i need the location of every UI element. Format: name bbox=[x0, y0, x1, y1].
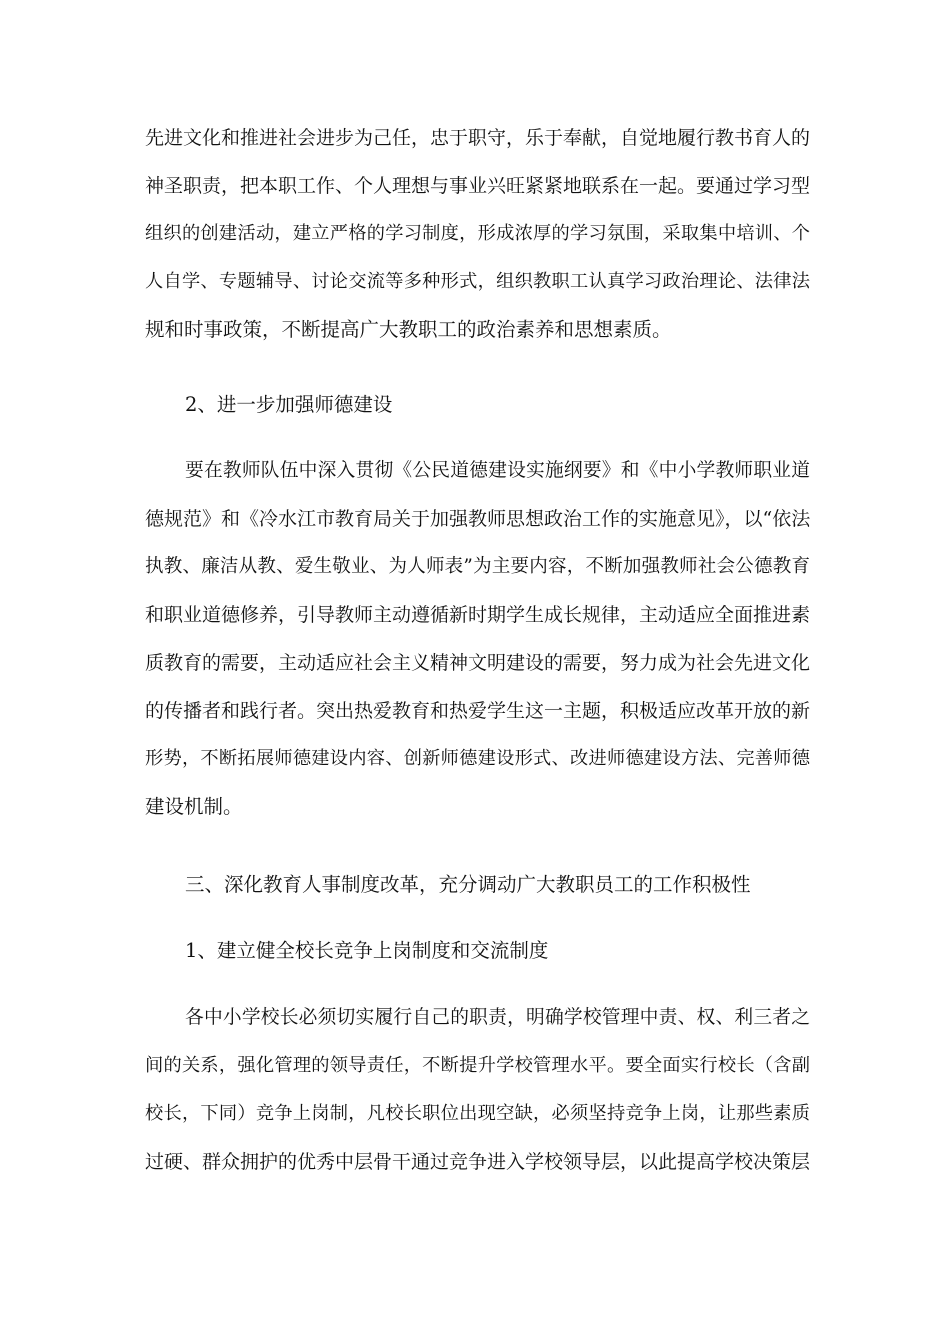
paragraph-principal-duties bbox=[145, 994, 810, 1186]
paragraph-line: 形势，不断拓展师德建设内容、创新师德建设形式、改进师德建设方法、完善师德 bbox=[145, 748, 810, 769]
paragraph-line: 执教、廉洁从教、爱生敬业、为人师表”为主要内容，不断加强教师社会公德教育 bbox=[145, 556, 810, 577]
paragraph-line: 过硬、群众拥护的优秀中层骨干通过竞争进入学校领导层，以此提高学校决策层 bbox=[145, 1151, 811, 1173]
paragraph-line: 人自学、专题辅导、讨论交流等多种形式，组织教职工认真学习政治理论、法律法 bbox=[145, 271, 810, 292]
paragraph-line: 校长，下同）竞争上岗制，凡校长职位出现空缺，必须坚持竞争上岗，让那些素质 bbox=[145, 1103, 810, 1124]
paragraph-line: 间的关系，强化管理的领导责任，不断提升学校管理水平。要全面实行校长（含副 bbox=[145, 1055, 810, 1076]
paragraph-line: 德规范》和《冷水江市教育局关于加强教师思想政治工作的实施意见》，以“依法 bbox=[145, 508, 811, 530]
paragraph-line: 先进文化和推进社会进步为己任，忠于职守，乐于奉献，自觉地履行教书育人的 bbox=[145, 127, 811, 149]
paragraph-line: 神圣职责，把本职工作、个人理想与事业兴旺紧紧地联系在一起。要通过学习型 bbox=[145, 175, 811, 197]
paragraph-teacher-ethics bbox=[145, 447, 810, 831]
paragraph-line: 质教育的需要，主动适应社会主义精神文明建设的需要，努力成为社会先进文化 bbox=[145, 652, 811, 674]
paragraph-line: 和职业道德修养，引导教师主动遵循新时期学生成长规律，主动适应全面推进素 bbox=[145, 604, 811, 626]
paragraph-line: 各中小学校长必须切实履行自己的职责，明确学校管理中责、权、利三者之 bbox=[185, 1007, 810, 1028]
paragraph-line: 的传播者和践行者。突出热爱教育和热爱学生这一主题，积极适应改革开放的新 bbox=[145, 700, 811, 722]
paragraph-line: 组织的创建活动，建立严格的学习制度，形成浓厚的学习氛围，采取集中培训、个 bbox=[145, 223, 810, 244]
paragraph-political-study bbox=[145, 114, 810, 354]
paragraph-line: 要在教师队伍中深入贯彻《公民道德建设实施纲要》和《中小学教师职业道 bbox=[185, 460, 810, 481]
subsection-heading-principal-competition: 1、建立健全校长竞争上岗制度和交流制度 bbox=[185, 939, 549, 962]
section-heading-ethics: 2、进一步加强师德建设 bbox=[185, 393, 393, 416]
paragraph-line: 建设机制。 bbox=[145, 795, 243, 818]
paragraph-line: 规和时事政策，不断提高广大教职工的政治素养和思想素质。 bbox=[145, 318, 672, 341]
section-heading-personnel-reform: 三、深化教育人事制度改革，充分调动广大教职员工的工作积极性 bbox=[185, 873, 751, 896]
